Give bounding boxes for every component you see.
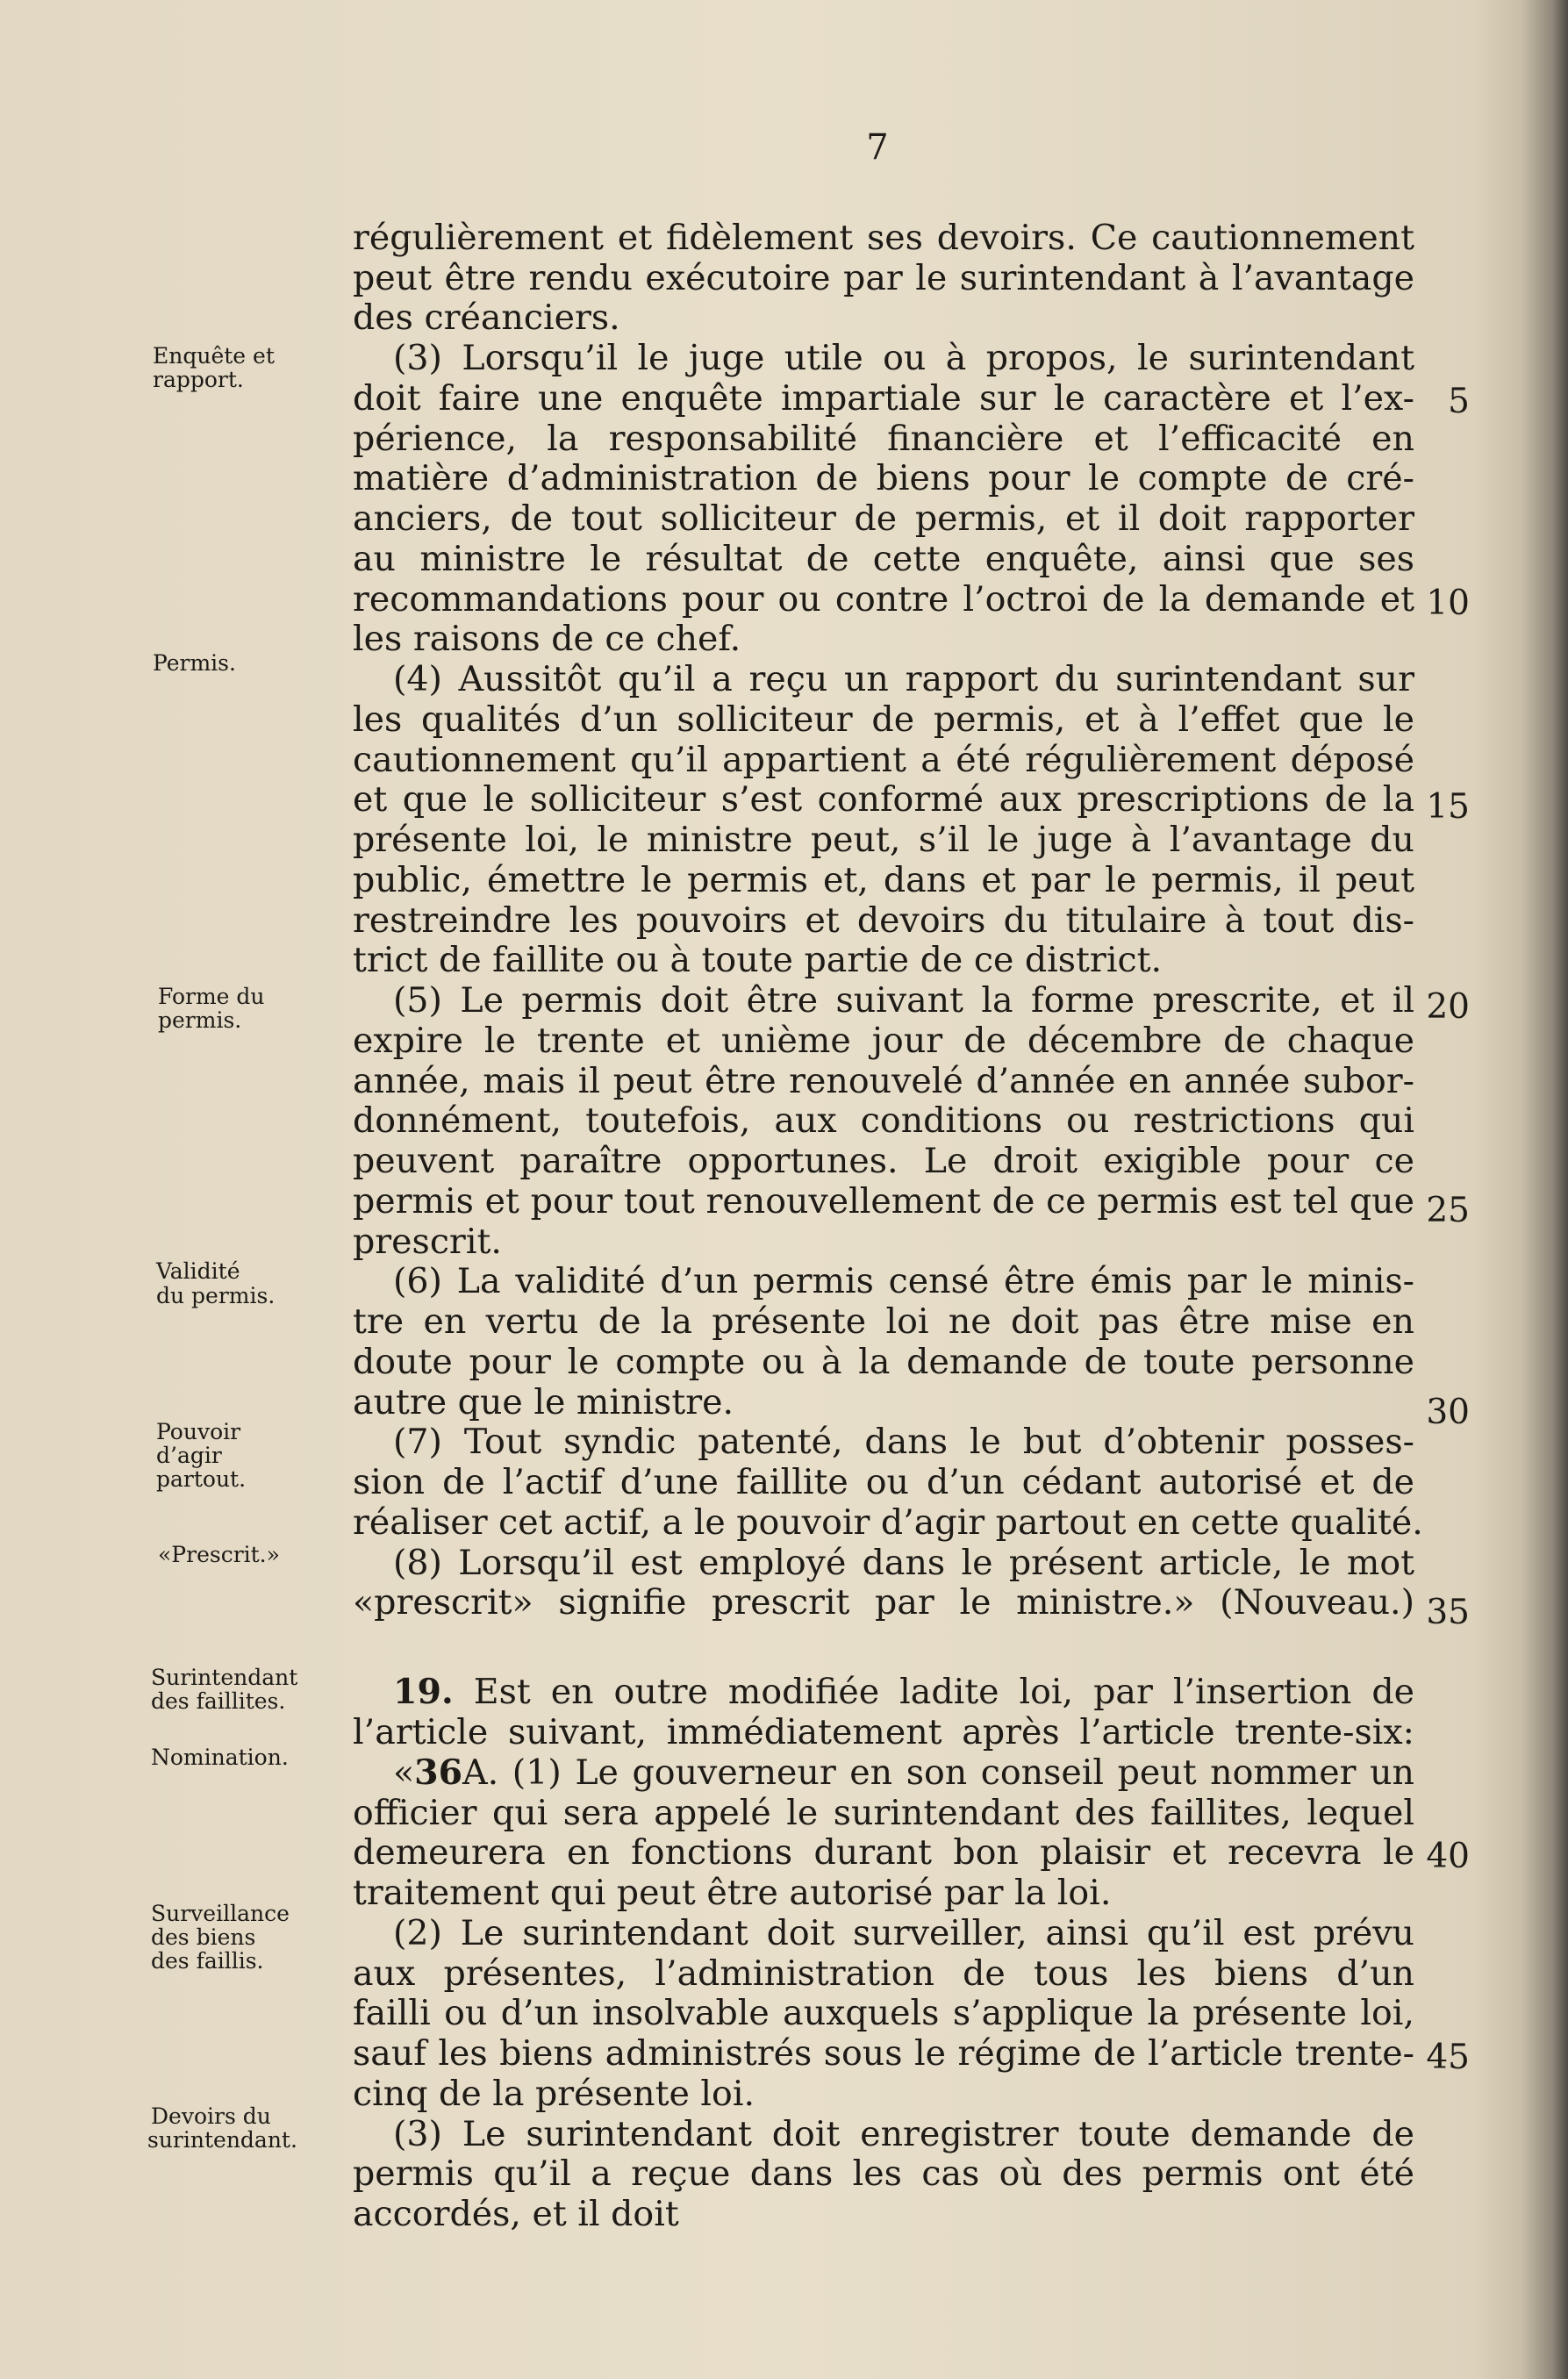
article-number: 36 (414, 1752, 463, 1793)
margin-note: Devoirs du (151, 2103, 271, 2129)
text-line: (6) La validité d’un permis censé être émis par le minis- (393, 1261, 1414, 1301)
text-line: demeurera en fonctions durant bon plaisir et recevra le (353, 1832, 1414, 1873)
text-line: doit faire une enquête impartiale sur le caractère et l’ex- (353, 378, 1414, 419)
text-line: public, émettre le permis et, dans et par le permis, il peut (353, 860, 1414, 900)
text-line: (5) Le permis doit être suivant la forme prescrite, et il (393, 980, 1414, 1021)
section-19-opening-line: 19. Est en outre modifiée ladite loi, par l’insertion de (393, 1672, 1415, 1712)
text-line: peut être rendu exécutoire par le surintendant à l’avantage (353, 258, 1414, 298)
text-line: permis qu’il a reçue dans les cas où des permis ont été (353, 2153, 1414, 2194)
text-line: «prescrit» signifie prescrit par le ministre.» (Nouveau.) (353, 1582, 1414, 1623)
margin-note: permis. (158, 1007, 242, 1033)
line-number: 10 (1426, 584, 1470, 623)
margin-note: «Prescrit.» (158, 1542, 280, 1567)
text-line: des créanciers. (353, 297, 620, 338)
text-line: failli ou d’un insolvable auxquels s’applique la présente loi, (353, 1993, 1414, 2033)
margin-note: Nomination. (151, 1745, 289, 1770)
margin-note: Pouvoir (156, 1419, 241, 1444)
text-line: cinq de la présente loi. (353, 2074, 755, 2114)
text-line: (8) Lorsqu’il est employé dans le présent article, le mot (393, 1543, 1414, 1583)
text-line: recommandations pour ou contre l’octroi de la demande et (353, 579, 1414, 620)
margin-note: Permis. (153, 650, 236, 676)
text-line: donnément, toutefois, aux conditions ou restrictions qui (353, 1100, 1414, 1141)
text-line: régulièrement et fidèlement ses devoirs. Ce cautionnement (353, 218, 1414, 258)
text-line: doute pour le compte ou à la demande de toute personne (353, 1342, 1414, 1382)
text-line: réaliser cet actif, a le pouvoir d’agir partout en cette qualité. (353, 1502, 1423, 1543)
line-number: 45 (1426, 2038, 1470, 2077)
text-line: prescrit. (353, 1222, 502, 1262)
text-line: cautionnement qu’il appartient a été régulièrement déposé (353, 740, 1414, 780)
text-line: matière d’administration de biens pour le compte de cré- (353, 458, 1414, 498)
margin-note: des biens (151, 1924, 256, 1950)
margin-note: des faillites. (151, 1688, 286, 1714)
text-line: tre en vertu de la présente loi ne doit pas être mise en (353, 1301, 1414, 1342)
text-line: accordés, et il doit (353, 2194, 679, 2234)
text-line: anciers, de tout solliciteur de permis, et il doit rapporter (353, 498, 1414, 539)
text-line: les raisons de ce chef. (353, 619, 741, 659)
text-line: permis et pour tout renouvellement de ce permis est tel que (353, 1181, 1414, 1222)
margin-note: Surintendant (151, 1665, 298, 1690)
text-line: restreindre les pouvoirs et devoirs du titulaire à tout dis- (353, 900, 1414, 941)
text-line: périence, la responsabilité financière et l’efficacité en (353, 419, 1414, 459)
margin-note: Surveillance (151, 1901, 290, 1926)
text-line: année, mais il peut être renouvelé d’année en année subor- (353, 1061, 1414, 1101)
text-line: (3) Le surintendant doit enregistrer toute demande de (393, 2114, 1414, 2154)
line-number: 5 (1448, 382, 1470, 421)
margin-note: Enquête et (153, 343, 275, 369)
article-36a-line: «36A. (1) Le gouverneur en son conseil peut nommer un (393, 1752, 1414, 1793)
margin-note: Forme du (158, 984, 265, 1009)
text-line: sauf les biens administrés sous le régime de l’article trente- (353, 2033, 1414, 2074)
text-line: officier qui sera appelé le surintendant des faillites, lequel (353, 1793, 1414, 1833)
text-line: traitement qui peut être autorisé par la loi. (353, 1873, 1112, 1913)
line-number: 20 (1426, 987, 1470, 1027)
text-line: les qualités d’un solliciteur de permis, et à l’effet que le (353, 699, 1414, 740)
margin-note: Validité (156, 1258, 240, 1284)
page-number: 7 (866, 127, 889, 168)
text-line: expire le trente et unième jour de décembre de chaque (353, 1021, 1414, 1061)
text-line: (4) Aussitôt qu’il a reçu un rapport du surintendant sur (393, 659, 1414, 699)
line-number: 35 (1426, 1593, 1470, 1632)
text-line: autre que le ministre. (353, 1382, 734, 1422)
text-line: l’article suivant, immédiatement après l’article trente-six: (353, 1712, 1414, 1752)
margin-note: rapport. (153, 367, 244, 392)
text-line: présente loi, le ministre peut, s’il le juge à l’avantage du (353, 820, 1414, 860)
text-line: (2) Le surintendant doit surveiller, ainsi qu’il est prévu (393, 1913, 1414, 1953)
line-number: 40 (1426, 1837, 1470, 1876)
line-number: 25 (1426, 1191, 1470, 1230)
line-number: 30 (1426, 1393, 1470, 1432)
margin-note: partout. (156, 1466, 247, 1492)
text-line: sion de l’actif d’une faillite ou d’un cédant autorisé et de (353, 1462, 1414, 1502)
text-line: peuvent paraître opportunes. Le droit exigible pour ce (353, 1141, 1414, 1181)
text-line: aux présentes, l’administration de tous les biens d’un (353, 1953, 1414, 1994)
text-line: et que le solliciteur s’est conformé aux prescriptions de la (353, 779, 1414, 820)
margin-note: surintendant. (147, 2127, 297, 2153)
line-number: 15 (1426, 787, 1470, 827)
text-line: au ministre le résultat de cette enquête, ainsi que ses (353, 539, 1414, 579)
text-line: trict de faillite ou à toute partie de ce district. (353, 940, 1163, 980)
text-line: (3) Lorsqu’il le juge utile ou à propos, le surintendant (393, 338, 1414, 378)
margin-note: du permis. (156, 1283, 276, 1308)
margin-note: des faillis. (151, 1948, 264, 1974)
margin-note: d’agir (156, 1443, 222, 1468)
text-line: (7) Tout syndic patenté, dans le but d’obtenir posses- (393, 1422, 1414, 1462)
section-number: 19. (393, 1672, 454, 1712)
